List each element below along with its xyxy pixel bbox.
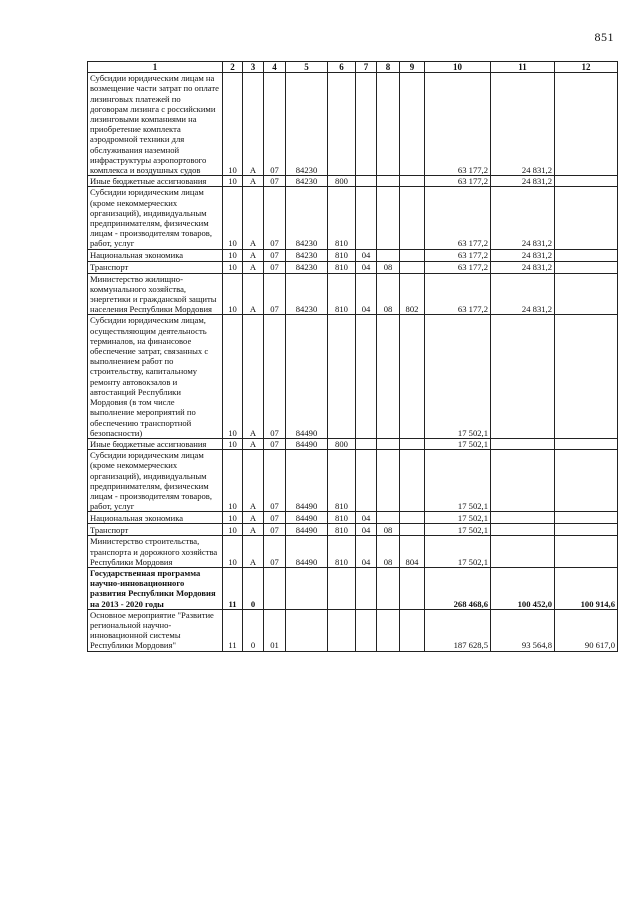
table-cell — [555, 438, 618, 449]
table-row — [88, 450, 618, 512]
table-cell: 10 — [223, 524, 243, 536]
table-cell: 268 468,6 — [425, 567, 491, 609]
table-cell: 11 — [223, 609, 243, 651]
table-cell: А — [243, 536, 264, 568]
table-cell: 08 — [377, 261, 400, 273]
header-cell: 8 — [377, 62, 400, 73]
table-cell: 804 — [400, 536, 425, 568]
table-cell: А — [243, 187, 264, 249]
table-cell: 63 177,2 — [425, 187, 491, 249]
table-cell: 84230 — [286, 73, 328, 176]
table-cell — [400, 512, 425, 524]
table-cell: 10 — [223, 536, 243, 568]
table-cell: 810 — [328, 512, 356, 524]
table-cell: 0 — [243, 567, 264, 609]
table-cell — [491, 315, 555, 438]
table-cell: 84490 — [286, 512, 328, 524]
table-cell: 04 — [356, 524, 377, 536]
table-cell: 84490 — [286, 315, 328, 438]
table-cell: 84490 — [286, 438, 328, 449]
row-name-cell: Государственная программа научно-инновационного развития Республики Мордовия на 2013 - 2020 годы — [88, 567, 223, 609]
header-cell: 5 — [286, 62, 328, 73]
page-number: 851 — [594, 30, 614, 44]
table-cell: 24 831,2 — [491, 176, 555, 187]
table-cell: 17 502,1 — [425, 512, 491, 524]
table-cell: 63 177,2 — [425, 249, 491, 261]
table-cell — [286, 609, 328, 651]
table-cell — [400, 438, 425, 449]
table-row — [88, 315, 618, 438]
table-cell: 10 — [223, 512, 243, 524]
table-cell: 07 — [264, 187, 286, 249]
table-cell: 63 177,2 — [425, 176, 491, 187]
table-cell — [356, 315, 377, 438]
table-cell — [377, 187, 400, 249]
table-cell: 84490 — [286, 536, 328, 568]
table-cell: 04 — [356, 261, 377, 273]
header-cell: 9 — [400, 62, 425, 73]
header-cell: 12 — [555, 62, 618, 73]
table-cell — [555, 73, 618, 176]
table-cell: А — [243, 176, 264, 187]
table-cell: 17 502,1 — [425, 450, 491, 512]
table-cell — [328, 315, 356, 438]
table-cell: 07 — [264, 512, 286, 524]
table-cell — [286, 567, 328, 609]
table-cell — [400, 524, 425, 536]
table-cell — [491, 512, 555, 524]
table-cell: 24 831,2 — [491, 261, 555, 273]
table-cell: 84230 — [286, 249, 328, 261]
table-cell: 84230 — [286, 176, 328, 187]
table-cell: 63 177,2 — [425, 261, 491, 273]
table-cell — [328, 73, 356, 176]
table-cell — [377, 609, 400, 651]
table-cell: 07 — [264, 176, 286, 187]
table-cell: 04 — [356, 512, 377, 524]
table-cell: А — [243, 524, 264, 536]
table-cell: А — [243, 273, 264, 315]
table-cell: 810 — [328, 261, 356, 273]
table-cell: 07 — [264, 450, 286, 512]
row-name-cell: Национальная экономика — [88, 249, 223, 261]
table-cell — [555, 512, 618, 524]
budget-table — [87, 61, 618, 652]
table-cell: 84230 — [286, 273, 328, 315]
table-cell — [400, 315, 425, 438]
table-cell: 810 — [328, 187, 356, 249]
table-cell: А — [243, 512, 264, 524]
row-name-cell: Субсидии юридическим лицам (кроме некоммерческих организаций), индивидуальным предпринимателям, физическим лицам - производителям товаров, работ, услуг — [88, 187, 223, 249]
table-cell: 01 — [264, 609, 286, 651]
row-name-cell: Транспорт — [88, 524, 223, 536]
table-cell: 07 — [264, 73, 286, 176]
table-cell: 10 — [223, 261, 243, 273]
table-cell — [555, 524, 618, 536]
table-cell: 63 177,2 — [425, 73, 491, 176]
table-cell — [377, 438, 400, 449]
table-cell — [555, 176, 618, 187]
table-cell: 07 — [264, 249, 286, 261]
table-cell: 04 — [356, 249, 377, 261]
table-cell: 10 — [223, 273, 243, 315]
header-cell: 7 — [356, 62, 377, 73]
table-row — [88, 273, 618, 315]
row-name-cell: Субсидии юридическим лицам, осуществляющим деятельность терминалов, на финансовое обеспечение затрат, связанных с выполнением работ по строительству, капитальному ремонту автовокзалов и автостанций Республики Мордовия (в том числе выполнение мероприятий по обеспечению транспортной безопасности) — [88, 315, 223, 438]
table-cell — [328, 567, 356, 609]
table-row — [88, 176, 618, 187]
table-cell — [400, 73, 425, 176]
table-cell: 04 — [356, 273, 377, 315]
table-cell: 17 502,1 — [425, 438, 491, 449]
table-cell — [356, 176, 377, 187]
row-name-cell: Иные бюджетные ассигнования — [88, 176, 223, 187]
table-cell — [400, 261, 425, 273]
table-cell: А — [243, 261, 264, 273]
row-name-cell: Национальная экономика — [88, 512, 223, 524]
table-cell — [491, 524, 555, 536]
table-cell: 08 — [377, 524, 400, 536]
table-cell — [555, 450, 618, 512]
table-header-row — [88, 62, 618, 73]
table-cell: 24 831,2 — [491, 249, 555, 261]
table-cell — [356, 187, 377, 249]
table-cell — [328, 609, 356, 651]
table-cell — [377, 315, 400, 438]
table-cell: 04 — [356, 536, 377, 568]
table-cell: 08 — [377, 273, 400, 315]
table-cell: 10 — [223, 249, 243, 261]
table-cell: 802 — [400, 273, 425, 315]
table-cell: 17 502,1 — [425, 536, 491, 568]
table-cell — [356, 450, 377, 512]
table-cell: 84230 — [286, 187, 328, 249]
table-cell: 800 — [328, 438, 356, 449]
table-cell: 11 — [223, 567, 243, 609]
table-cell — [491, 438, 555, 449]
table-cell — [555, 187, 618, 249]
table-cell: 07 — [264, 273, 286, 315]
table-cell: 84490 — [286, 524, 328, 536]
table-cell: 10 — [223, 315, 243, 438]
table-cell: 810 — [328, 450, 356, 512]
header-cell: 3 — [243, 62, 264, 73]
table-cell — [377, 176, 400, 187]
table-cell: 63 177,2 — [425, 273, 491, 315]
table-cell: 17 502,1 — [425, 524, 491, 536]
table-cell — [377, 567, 400, 609]
table-cell: 10 — [223, 438, 243, 449]
table-cell — [400, 567, 425, 609]
table-cell — [377, 249, 400, 261]
table-row — [88, 536, 618, 568]
table-cell: 07 — [264, 536, 286, 568]
table-cell: 08 — [377, 536, 400, 568]
header-cell: 6 — [328, 62, 356, 73]
row-name-cell: Субсидии юридическим лицам на возмещение части затрат по оплате лизинговых платежей по договорам лизинга с российскими лизинговыми компаниями на приобретение комплекта аэродромной техники для обслуживания наземной инфраструктуры аэропортового комплекса и воздушных судов — [88, 73, 223, 176]
table-cell — [555, 536, 618, 568]
table-cell — [400, 187, 425, 249]
table-cell — [377, 450, 400, 512]
header-cell: 10 — [425, 62, 491, 73]
table-cell: 17 502,1 — [425, 315, 491, 438]
table-cell — [264, 567, 286, 609]
table-row — [88, 524, 618, 536]
table-cell: 93 564,8 — [491, 609, 555, 651]
table-row — [88, 609, 618, 651]
table-cell — [356, 73, 377, 176]
table-cell: 100 914,6 — [555, 567, 618, 609]
table-cell: 10 — [223, 450, 243, 512]
table-cell — [555, 315, 618, 438]
table-row — [88, 512, 618, 524]
table-row — [88, 187, 618, 249]
header-cell: 2 — [223, 62, 243, 73]
table-cell: 10 — [223, 187, 243, 249]
table-cell — [377, 73, 400, 176]
table-cell: А — [243, 438, 264, 449]
row-name-cell: Транспорт — [88, 261, 223, 273]
table-cell: 07 — [264, 438, 286, 449]
table-cell — [491, 450, 555, 512]
table-cell — [555, 249, 618, 261]
table-cell: 810 — [328, 536, 356, 568]
table-cell: 84490 — [286, 450, 328, 512]
table-cell — [400, 609, 425, 651]
table-cell: 24 831,2 — [491, 187, 555, 249]
table-cell: 810 — [328, 524, 356, 536]
table-cell — [356, 567, 377, 609]
table-cell: А — [243, 315, 264, 438]
table-cell — [377, 512, 400, 524]
table-cell: 07 — [264, 524, 286, 536]
table-cell: 84230 — [286, 261, 328, 273]
table-cell: 100 452,0 — [491, 567, 555, 609]
table-cell: 07 — [264, 261, 286, 273]
table-row — [88, 249, 618, 261]
table-cell — [356, 609, 377, 651]
table-cell: 07 — [264, 315, 286, 438]
table-cell — [400, 176, 425, 187]
header-cell: 1 — [88, 62, 223, 73]
table-cell — [400, 249, 425, 261]
row-name-cell: Министерство жилищно-коммунального хозяйства, энергетики и гражданской защиты населения Республики Мордовия — [88, 273, 223, 315]
table-cell: А — [243, 249, 264, 261]
table-cell: 10 — [223, 73, 243, 176]
row-name-cell: Министерство строительства, транспорта и дорожного хозяйства Республики Мордовия — [88, 536, 223, 568]
table-row — [88, 567, 618, 609]
table-cell: 10 — [223, 176, 243, 187]
table-row — [88, 438, 618, 449]
table-cell: 24 831,2 — [491, 73, 555, 176]
table-cell — [555, 273, 618, 315]
table-cell — [491, 536, 555, 568]
row-name-cell: Субсидии юридическим лицам (кроме некоммерческих организаций), индивидуальным предпринимателям, физическим лицам - производителям товаров, работ, услуг — [88, 450, 223, 512]
table-cell: 0 — [243, 609, 264, 651]
table-row — [88, 73, 618, 176]
table-cell: 800 — [328, 176, 356, 187]
header-cell: 11 — [491, 62, 555, 73]
row-name-cell: Основное мероприятие "Развитие региональной научно-инновационной системы Республики Мордовия" — [88, 609, 223, 651]
table-cell: А — [243, 450, 264, 512]
table-cell: 810 — [328, 249, 356, 261]
header-cell: 4 — [264, 62, 286, 73]
row-name-cell: Иные бюджетные ассигнования — [88, 438, 223, 449]
table-cell: 90 617,0 — [555, 609, 618, 651]
table-cell — [400, 450, 425, 512]
table-cell: 810 — [328, 273, 356, 315]
table-cell: 24 831,2 — [491, 273, 555, 315]
table-cell — [356, 438, 377, 449]
table-cell: А — [243, 73, 264, 176]
table-row — [88, 261, 618, 273]
table-cell: 187 628,5 — [425, 609, 491, 651]
table-cell — [555, 261, 618, 273]
